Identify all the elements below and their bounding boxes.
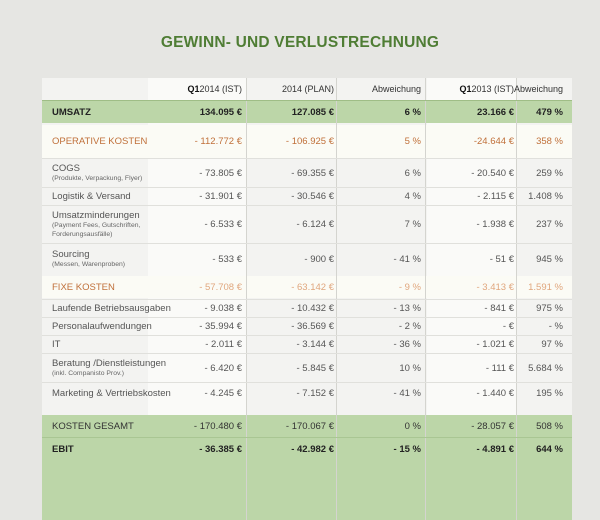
- cell-abweichung-vorjahr: 195 %: [536, 388, 563, 399]
- cell-q1-2013: - 3.413 €: [476, 281, 514, 293]
- table-row-logistik: [42, 188, 572, 205]
- row-label: Personalaufwendungen: [52, 321, 152, 332]
- cell-q1-2014: - 4.245 €: [204, 388, 242, 399]
- cell-q1-2014: - 73.805 €: [199, 167, 242, 179]
- cell-abweichung-plan: 5 %: [404, 136, 421, 147]
- cell-q1-2013: - 841 €: [484, 303, 514, 314]
- cell-q1-2013: - 28.057 €: [471, 420, 514, 432]
- row-label-main: Sourcing: [52, 249, 90, 260]
- row-label-main: Umsatzminderungen: [52, 210, 140, 221]
- cell-abweichung-plan: - 13 %: [393, 303, 421, 314]
- cell-2014-plan: - 36.569 €: [291, 321, 334, 332]
- cell-q1-2013: - 1.938 €: [476, 219, 514, 230]
- cell-abweichung-vorjahr: 479 %: [536, 106, 563, 118]
- cell-2014-plan: - 42.982 €: [291, 443, 334, 455]
- table-row-sourcing: [42, 244, 572, 274]
- cell-abweichung-plan: - 36 %: [393, 339, 421, 350]
- cell-abweichung-plan: - 41 %: [393, 388, 421, 399]
- row-label: Logistik & Versand: [52, 191, 131, 202]
- cell-abweichung-plan: - 15 %: [393, 443, 421, 455]
- cell-q1-2014: - 6.420 €: [204, 362, 242, 374]
- row-label-sub: (Messen, Warenproben): [52, 261, 126, 268]
- header-abweichung-plan: Abweichung: [371, 84, 421, 94]
- table-row-fixe-kosten: [42, 276, 572, 298]
- row-label: EBIT: [52, 443, 74, 455]
- cell-abweichung-vorjahr: 1.591 %: [528, 281, 563, 293]
- row-label: OPERATIVE KOSTEN: [52, 136, 148, 147]
- pnl-table: [42, 78, 572, 520]
- cell-q1-2013: - 111 €: [485, 362, 514, 374]
- cell-2014-plan: - 7.152 €: [296, 388, 334, 399]
- cell-abweichung-vorjahr: 358 %: [536, 136, 563, 147]
- cell-2014-plan: - 900 €: [304, 253, 334, 265]
- page-title: GEWINN- UND VERLUSTRECHNUNG: [160, 34, 440, 51]
- cell-abweichung-vorjahr: 5.684 %: [528, 362, 563, 374]
- cell-abweichung-plan: 4 %: [404, 191, 421, 202]
- cell-abweichung-plan: 6 %: [404, 106, 421, 118]
- cell-abweichung-plan: 7 %: [404, 219, 421, 230]
- row-label-sub: (Payment Fees, Gutschriften, Forderungsausfälle): [52, 222, 141, 238]
- cell-abweichung-vorjahr: 237 %: [536, 219, 563, 230]
- cell-abweichung-vorjahr: 259 %: [536, 167, 563, 179]
- table-row-it: [42, 336, 572, 353]
- cell-q1-2013: - 1.021 €: [476, 339, 514, 350]
- header-abweichung-vorjahr: Abweichung: [513, 84, 563, 94]
- row-label: FIXE KOSTEN: [52, 281, 115, 293]
- row-label-main: Beratung /Dienstleistungen: [52, 358, 167, 369]
- cell-2014-plan: - 69.355 €: [291, 167, 334, 179]
- table-row-ebit: [42, 438, 572, 460]
- cell-q1-2013: - 2.115 €: [477, 191, 514, 202]
- cell-abweichung-vorjahr: 945 %: [536, 253, 563, 265]
- cell-abweichung-plan: - 9 %: [398, 281, 421, 293]
- cell-2014-plan: - 3.144 €: [296, 339, 334, 350]
- table-row-marketing: [42, 383, 572, 404]
- cell-q1-2013: 23.166 €: [477, 106, 514, 118]
- cell-q1-2013: -24.644 €: [473, 136, 514, 147]
- cell-abweichung-plan: 6 %: [404, 167, 421, 179]
- table-row-laufende-betriebsausgaben: [42, 300, 572, 317]
- cell-q1-2013: - €: [502, 321, 514, 332]
- cell-q1-2014: - 31.901 €: [199, 191, 242, 202]
- cell-q1-2014: - 36.385 €: [199, 443, 242, 455]
- cell-q1-2014: - 2.011 €: [205, 339, 242, 350]
- cell-2014-plan: - 6.124 €: [296, 219, 334, 230]
- table-row-umsatz: [42, 101, 572, 123]
- cell-2014-plan: - 10.432 €: [291, 303, 334, 314]
- cell-q1-2013: - 51 €: [489, 253, 514, 265]
- cell-abweichung-plan: - 41 %: [393, 253, 421, 265]
- cell-abweichung-vorjahr: 644 %: [536, 443, 563, 455]
- header-2014-plan: 2014 (PLAN): [281, 84, 334, 94]
- cell-2014-plan: - 170.067 €: [285, 420, 334, 432]
- cell-2014-plan: 127.085 €: [291, 106, 334, 118]
- table-row-kosten-gesamt: [42, 415, 572, 437]
- cell-2014-plan: - 106.925 €: [285, 136, 334, 147]
- cell-abweichung-plan: - 2 %: [398, 321, 421, 332]
- cell-2014-plan: - 63.142 €: [291, 281, 334, 293]
- cell-abweichung-plan: 0 %: [404, 420, 421, 432]
- cell-q1-2014: - 170.480 €: [193, 420, 242, 432]
- cell-abweichung-plan: 10 %: [399, 362, 421, 374]
- row-label: Marketing & Vertriebskosten: [52, 388, 171, 399]
- cell-q1-2013: - 1.440 €: [476, 388, 514, 399]
- header-q1-2013: Q1 2013 (IST): [459, 84, 514, 94]
- cell-abweichung-vorjahr: 97 %: [541, 339, 563, 350]
- table-row-umsatzminderungen: [42, 206, 572, 243]
- cell-2014-plan: - 30.546 €: [291, 191, 334, 202]
- table-row-cogs: [42, 159, 572, 187]
- row-label: Laufende Betriebsausgaben: [52, 303, 171, 314]
- cell-abweichung-vorjahr: 975 %: [536, 303, 563, 314]
- cell-q1-2013: - 4.891 €: [476, 443, 514, 455]
- row-label-sub: (Produkte, Verpackung, Flyer): [52, 175, 143, 182]
- table-header: [42, 78, 572, 100]
- cell-2014-plan: - 5.845 €: [296, 362, 334, 374]
- cell-q1-2013: - 20.540 €: [471, 167, 514, 179]
- cell-q1-2014: - 533 €: [212, 253, 242, 265]
- table-row-beratung: [42, 354, 572, 382]
- cell-abweichung-vorjahr: 508 %: [536, 420, 563, 432]
- cell-q1-2014: - 6.533 €: [204, 219, 242, 230]
- row-label-main: COGS: [52, 163, 80, 174]
- row-label-sub: (inkl. Companisto Prov.): [52, 370, 125, 377]
- table-row-personalaufwendungen: [42, 318, 572, 335]
- row-label: IT: [52, 339, 61, 350]
- cell-abweichung-vorjahr: 1.408 %: [528, 191, 563, 202]
- header-q1-2014: Q1 2014 (IST): [187, 84, 242, 94]
- cell-q1-2014: - 35.994 €: [199, 321, 242, 332]
- cell-q1-2014: - 57.708 €: [199, 281, 242, 293]
- cell-q1-2014: - 9.038 €: [204, 303, 242, 314]
- cell-q1-2014: - 112.772 €: [194, 136, 242, 147]
- row-label: KOSTEN GESAMT: [52, 420, 134, 432]
- row-label: UMSATZ: [52, 106, 91, 118]
- cell-q1-2014: 134.095 €: [199, 106, 242, 118]
- cell-abweichung-vorjahr: - %: [548, 321, 563, 332]
- table-row-operative-kosten: [42, 125, 572, 158]
